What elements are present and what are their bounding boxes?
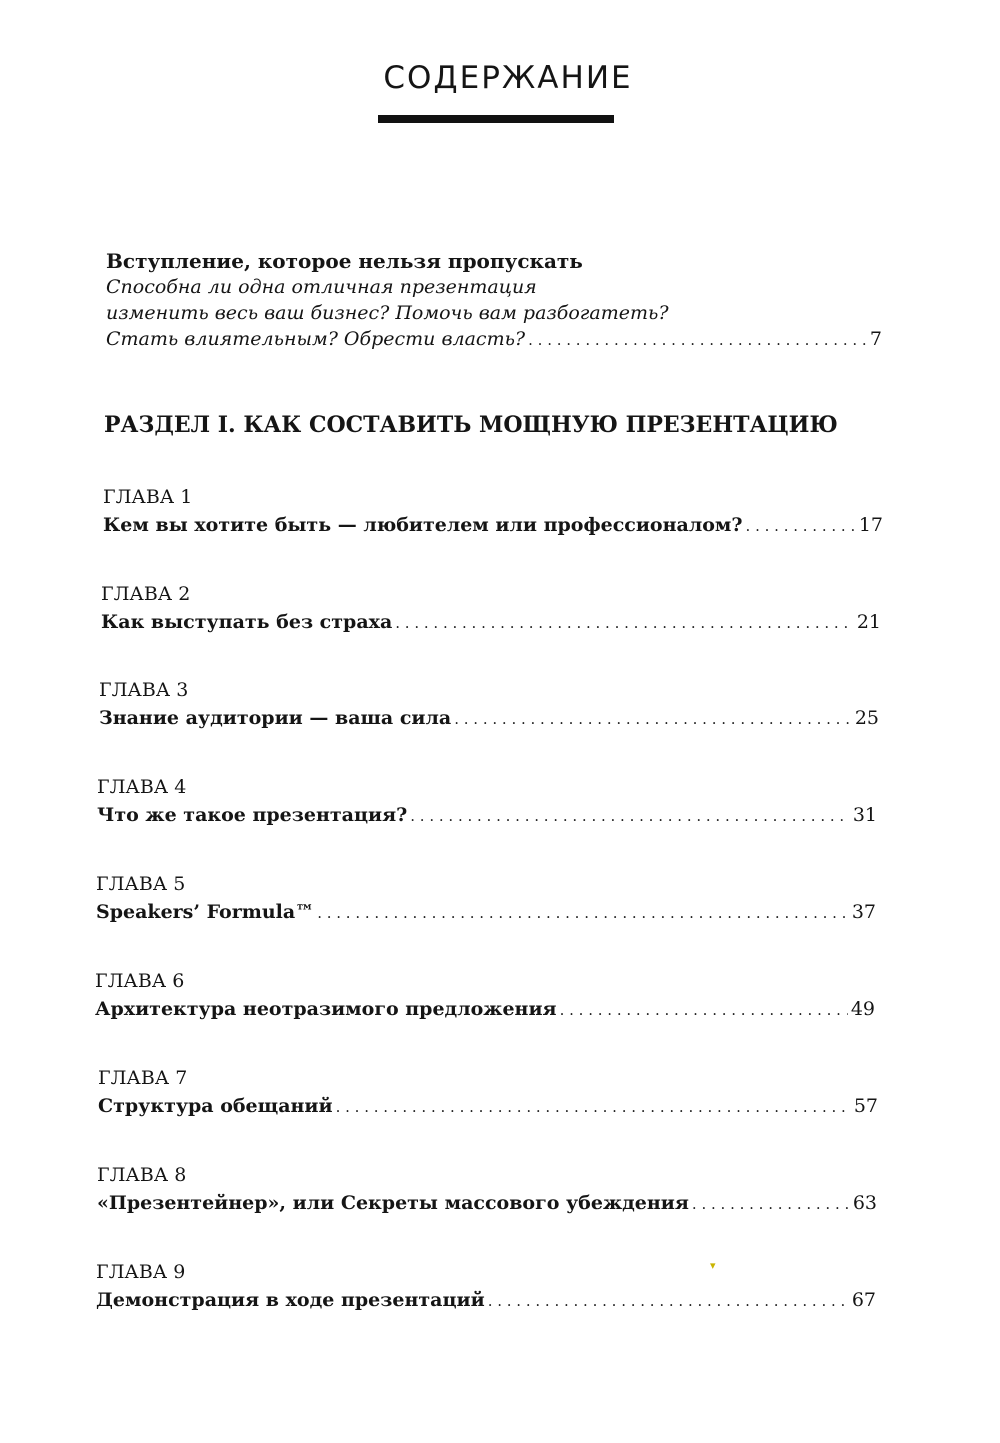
- chapter-label: ГЛАВА 5: [96, 873, 186, 895]
- chapter-title-row: [99, 703, 879, 734]
- chapter-title: Speakers’ Formula™: [96, 901, 315, 923]
- dot-leader: [317, 898, 849, 928]
- dot-leader: [560, 995, 848, 1025]
- toc-entry-chapter-5[interactable]: [96, 871, 876, 928]
- dot-leader: [336, 1092, 851, 1122]
- toc-entry-chapter-2[interactable]: [101, 581, 881, 638]
- page-number: 49: [850, 998, 875, 1020]
- toc-entry-chapter-6[interactable]: [95, 968, 875, 1025]
- intro-heading: Вступление, которое нельзя пропускать: [106, 249, 583, 273]
- toc-entry-chapter-9[interactable]: [96, 1259, 876, 1316]
- chapter-title-row: [96, 1285, 876, 1316]
- toc-entry-chapter-3[interactable]: [99, 677, 879, 734]
- toc-entry-chapter-1[interactable]: [103, 484, 883, 541]
- intro-subtitle-line: изменить весь ваш бизнес? Помочь вам разбогатеть?: [106, 302, 669, 324]
- page-number: 21: [856, 611, 881, 633]
- toc-entry-chapter-7[interactable]: [98, 1065, 878, 1122]
- title-underline: [378, 115, 614, 123]
- toc-entry-chapter-4[interactable]: [97, 774, 877, 831]
- page-number: 57: [853, 1095, 878, 1117]
- chapter-title-row: [95, 994, 875, 1025]
- page-number: 7: [869, 328, 882, 350]
- dot-leader: [528, 327, 867, 353]
- chapter-title: Знание аудитории — ваша сила: [99, 707, 452, 729]
- dot-leader: [395, 608, 854, 638]
- print-speck: ▾: [710, 1259, 716, 1272]
- chapter-label: ГЛАВА 7: [98, 1067, 188, 1089]
- chapter-title: Демонстрация в ходе презентаций: [96, 1289, 485, 1311]
- chapter-title-row: [97, 1188, 877, 1219]
- intro-subtitle-line: Стать влиятельным? Обрести власть?: [106, 328, 526, 350]
- page-number: 31: [852, 804, 877, 826]
- chapter-label: ГЛАВА 9: [96, 1261, 186, 1283]
- chapter-label: ГЛАВА 2: [101, 583, 191, 605]
- chapter-label: ГЛАВА 1: [103, 486, 193, 508]
- dot-leader: [454, 704, 852, 734]
- page-number: 17: [858, 514, 883, 536]
- chapter-title: Структура обещаний: [98, 1095, 333, 1117]
- chapter-title-row: [103, 510, 883, 541]
- chapter-title-row: [98, 1091, 878, 1122]
- page-number: 67: [851, 1289, 876, 1311]
- chapter-title: Как выступать без страха: [101, 611, 393, 633]
- intro-subtitle-line: Способна ли одна отличная презентация: [106, 276, 537, 298]
- chapter-title-row: [96, 897, 876, 928]
- section-heading: РАЗДЕЛ I. КАК СОСТАВИТЬ МОЩНУЮ ПРЕЗЕНТАЦИЮ: [104, 412, 838, 438]
- chapter-title: «Презентейнер», или Секреты массового убеждения: [97, 1192, 689, 1214]
- chapter-title: Архитектура неотразимого предложения: [95, 998, 557, 1020]
- chapter-label: ГЛАВА 6: [95, 970, 185, 992]
- chapter-title: Кем вы хотите быть — любителем или профессионалом?: [103, 514, 743, 536]
- dot-leader: [692, 1189, 850, 1219]
- page-number: 37: [851, 901, 876, 923]
- dot-leader: [410, 801, 850, 831]
- chapter-title-row: [101, 607, 881, 638]
- intro-subtitle-last-row: [106, 326, 882, 353]
- chapter-label: ГЛАВА 8: [97, 1164, 187, 1186]
- intro-entry[interactable]: [106, 248, 882, 353]
- toc-entry-chapter-8[interactable]: [97, 1162, 877, 1219]
- chapter-label: ГЛАВА 4: [97, 776, 187, 798]
- page-number: 63: [852, 1192, 877, 1214]
- chapter-title-row: [97, 800, 877, 831]
- chapter-label: ГЛАВА 3: [99, 679, 189, 701]
- dot-leader: [746, 511, 856, 541]
- dot-leader: [488, 1286, 849, 1316]
- chapter-title: Что же такое презентация?: [97, 804, 408, 826]
- page-title: СОДЕРЖАНИЕ: [383, 60, 633, 96]
- page-number: 25: [854, 707, 879, 729]
